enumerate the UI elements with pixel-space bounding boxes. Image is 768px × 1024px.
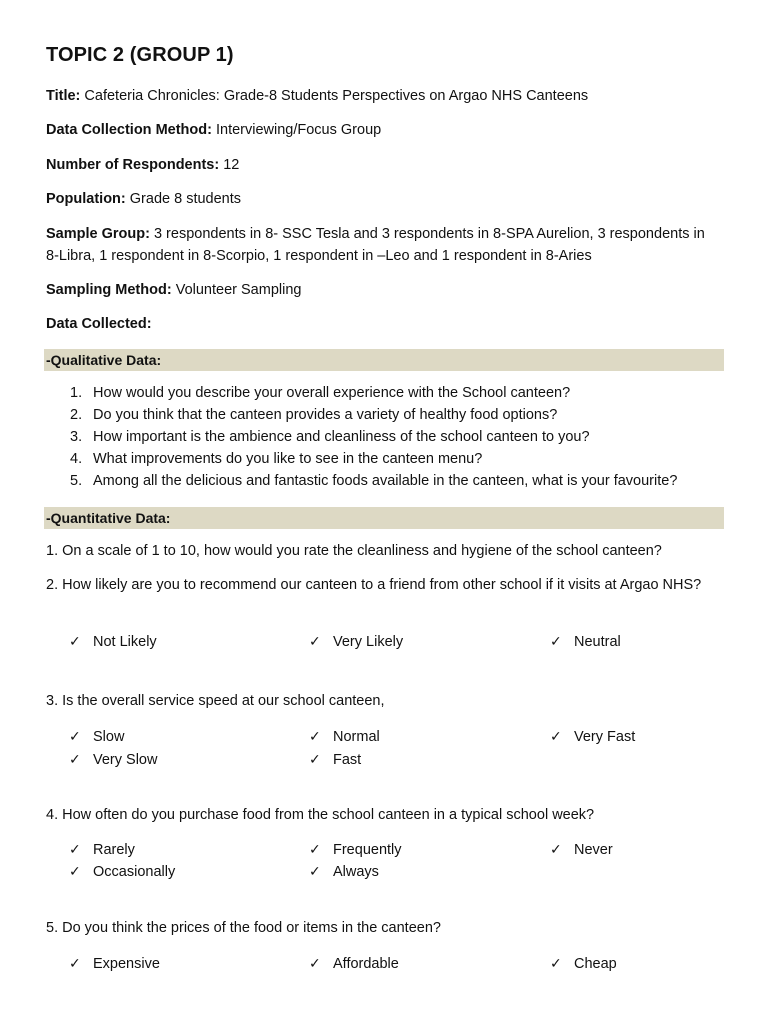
- question-4: 4. How often do you purchase food from the school canteen in a typical school week?: [46, 807, 595, 823]
- check-icon: ✓: [309, 863, 321, 879]
- page-title: TOPIC 2 (GROUP 1): [46, 44, 234, 66]
- list-item: 5. Among all the delicious and fantastic foods available in the canteen, what is your favourite?: [70, 473, 678, 489]
- option-cheap: ✓ Cheap: [550, 952, 617, 975]
- option-never: ✓ Never: [550, 838, 613, 861]
- check-icon: ✓: [550, 841, 562, 857]
- option-frequently: ✓ Frequently: [309, 838, 402, 861]
- option-fast: ✓ Fast: [309, 748, 361, 771]
- option-rarely: ✓ Rarely: [69, 838, 135, 861]
- option-always: ✓ Always: [309, 860, 379, 883]
- option-normal: ✓ Normal: [309, 725, 380, 748]
- sample-group-field: Sample Group: 3 respondents in 8- SSC Tesla and 3 respondents in 8-SPA Aurelion, 3 respondents in 8-Libra, 1 respondent in 8-Scorpio, 1 respondent in –Leo and 1 respondent in 8-Aries: [46, 226, 705, 264]
- quantitative-header: -Quantitative Data:: [44, 507, 724, 529]
- check-icon: ✓: [550, 633, 562, 649]
- check-icon: ✓: [309, 841, 321, 857]
- option-occasionally: ✓ Occasionally: [69, 860, 175, 883]
- sampling-method-field: Sampling Method: Volunteer Sampling: [46, 282, 302, 298]
- method-field: Data Collection Method: Interviewing/Focus Group: [46, 122, 382, 138]
- question-5: 5. Do you think the prices of the food or items in the canteen?: [46, 920, 441, 936]
- qualitative-list: [46, 382, 677, 492]
- check-icon: ✓: [309, 633, 321, 649]
- check-icon: ✓: [550, 955, 562, 971]
- qualitative-header: -Qualitative Data:: [44, 349, 724, 371]
- check-icon: ✓: [69, 728, 81, 744]
- option-very-fast: ✓ Very Fast: [550, 725, 635, 748]
- data-collected-label: Data Collected:: [46, 316, 152, 332]
- list-item: 3. How important is the ambience and cleanliness of the school canteen to you?: [70, 429, 590, 445]
- check-icon: ✓: [69, 751, 81, 767]
- option-expensive: ✓ Expensive: [69, 952, 160, 975]
- check-icon: ✓: [309, 751, 321, 767]
- list-item: 4. What improvements do you like to see in the canteen menu?: [70, 451, 483, 467]
- option-neutral: ✓ Neutral: [550, 630, 621, 653]
- title-field: Title: Cafeteria Chronicles: Grade-8 Students Perspectives on Argao NHS Canteens: [46, 88, 589, 104]
- option-affordable: ✓ Affordable: [309, 952, 399, 975]
- option-very-slow: ✓ Very Slow: [69, 748, 157, 771]
- question-3: 3. Is the overall service speed at our school canteen,: [46, 693, 385, 709]
- list-item: 2. Do you think that the canteen provides a variety of healthy food options?: [70, 407, 558, 423]
- list-item: 1. How would you describe your overall experience with the School canteen?: [70, 385, 571, 401]
- check-icon: ✓: [309, 955, 321, 971]
- check-icon: ✓: [69, 863, 81, 879]
- check-icon: ✓: [550, 728, 562, 744]
- check-icon: ✓: [69, 841, 81, 857]
- check-icon: ✓: [309, 728, 321, 744]
- population-field: Population: Grade 8 students: [46, 191, 242, 207]
- check-icon: ✓: [69, 955, 81, 971]
- respondents-field: Number of Respondents: 12: [46, 157, 240, 173]
- question-2: 2. How likely are you to recommend our canteen to a friend from other school if it visits at Argao NHS?: [46, 577, 702, 593]
- option-very-likely: ✓ Very Likely: [309, 630, 403, 653]
- question-1: 1. On a scale of 1 to 10, how would you rate the cleanliness and hygiene of the school canteen?: [46, 543, 662, 559]
- option-not-likely: ✓ Not Likely: [69, 630, 157, 653]
- option-slow: ✓ Slow: [69, 725, 124, 748]
- check-icon: ✓: [69, 633, 81, 649]
